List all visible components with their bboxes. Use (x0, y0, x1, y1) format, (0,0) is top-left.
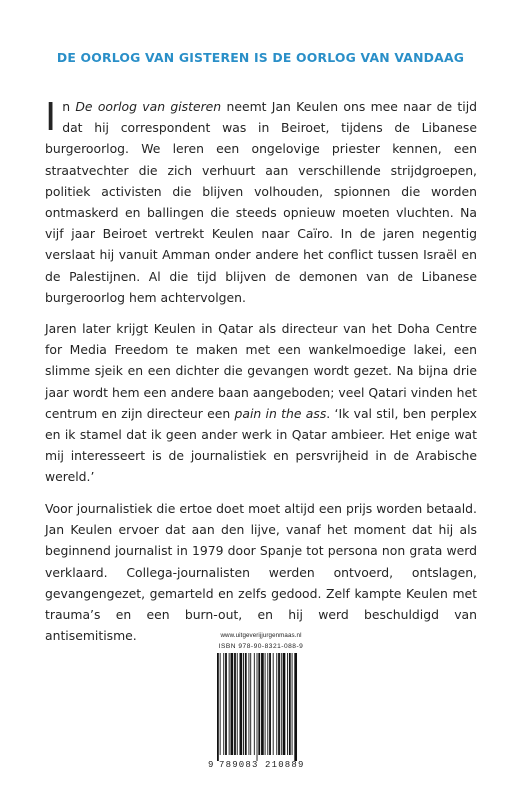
barcode-bar (292, 653, 293, 755)
barcode-bar (229, 653, 230, 755)
barcode-bar (289, 653, 291, 755)
paragraph-1-rest: neemt Jan Keulen ons mee naar de tijd dat hij correspondent was in Beiroet, tijdens de Libanese burgeroorlog. We leren een ongelovige priester kennen, een straatvechter die zich verhuurt aan verschillende strijdgroepen, politiek activisten die blijven volhouden, spionnen die worden ontmaskerd en ballingen die steeds opnieuw moeten vluchten. Na vijf jaar Beiroet vertrekt Keulen naar Caïro. In de jaren negentig verslaat hij vanuit Amman onder andere het conflict tussen Israël en de Palestijnen. Al die tijd blijven de demonen van de Libanese burgeroorlog hem achtervolgen. (45, 99, 478, 305)
blurb-paragraph-3: Voor journalistiek die ertoe doet moet altijd een prijs worden betaald. Jan Keulen ervoer dat aan den lijve, vanaf het moment dat hij als beginnend journalist in 1979 door Spanje tot persona non grata werd verklaard. Collega-journalisten werden ontvoerd, ontslagen, gevangengezet, gemarteld en zelfs gedood. Zelf kampte Keulen met trauma’s en een burn-out, en hij werd beschuldigd van antisemitisme. (45, 501, 477, 644)
barcode-block (206, 632, 316, 771)
barcode-bar (283, 653, 286, 755)
barcode-bar (278, 653, 280, 755)
barcode-bar (225, 653, 227, 755)
publisher-url: www.uitgeverijjurgenmaas.nl (220, 632, 302, 639)
barcode-digit-first: 9 (208, 760, 214, 770)
blurb-paragraph-1 (45, 96, 477, 308)
barcode-bar (294, 653, 297, 761)
barcode-bar (265, 653, 266, 755)
barcode-bar (220, 653, 221, 755)
paragraph-1-first: n (62, 99, 76, 114)
barcode-bar (245, 653, 247, 755)
barcode-digits-left: 789083 (219, 760, 259, 770)
barcode-bar (254, 653, 255, 755)
book-title-italic: De oorlog van gisteren (75, 99, 222, 114)
barcode-bar (243, 653, 244, 755)
barcode-bar (281, 653, 282, 755)
barcode-bar (258, 653, 260, 755)
barcode-digits-right: 210889 (265, 760, 305, 770)
barcode-bar (248, 653, 249, 755)
barcode-bar (261, 653, 264, 755)
blurb-paragraph-2 (45, 318, 477, 488)
barcode-bar (287, 653, 288, 755)
barcode-bars (217, 653, 297, 761)
barcode-bar (217, 653, 219, 761)
barcode-bar (239, 653, 242, 755)
barcode-bar (267, 653, 268, 755)
barcode-bar (223, 653, 224, 755)
paragraph-2-before: Jaren later krijgt Keulen in Qatar als directeur van het Doha Centre for Media Freedom te maken met een wankelmoedige lakei, een slimme sjeik en een dichter die gevangen wordt gezet. Na bijna drie jaar wordt hem een andere baan aangeboden; veel Qatari vinden het centrum en zijn directeur een (45, 321, 477, 421)
barcode-bar (250, 653, 251, 755)
isbn-barcode (206, 653, 316, 771)
barcode-bar (273, 653, 274, 755)
barcode-bar (269, 653, 271, 755)
barcode-bar (276, 653, 277, 755)
barcode-bar (237, 653, 238, 755)
barcode-bar (257, 653, 258, 761)
paragraph-2-after: . ‘Ik val stil, ben perplex en ik stamel dat ik geen ander werk in Qatar ambieer. Het enige wat mij interesseert is de journalistiek en persvrijheid in de Arabische wereld.’ (45, 405, 477, 485)
barcode-bar (234, 653, 236, 755)
drop-cap: I (45, 95, 57, 139)
paragraph-2-italic: pain in the ass (234, 405, 327, 421)
isbn-label: ISBN 978-90-8321-088-9 (218, 643, 304, 650)
back-cover-headline: DE OORLOG VAN GISTEREN IS DE OORLOG VAN VANDAAG (56, 50, 465, 65)
barcode-bar (230, 653, 233, 755)
